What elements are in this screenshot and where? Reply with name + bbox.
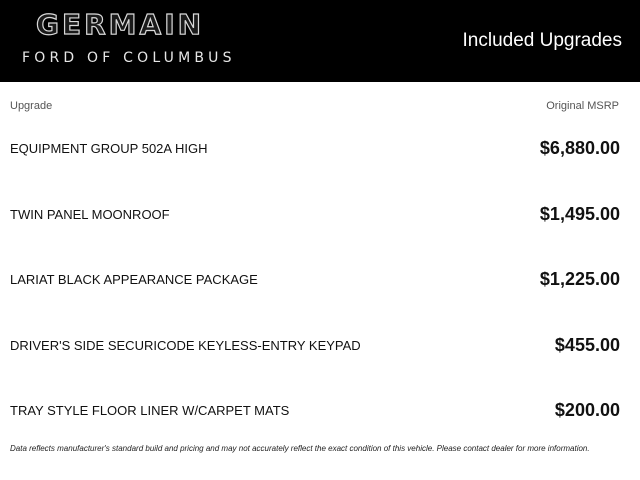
upgrade-price: $6,880.00: [539, 138, 620, 158]
upgrade-name: DRIVER'S SIDE SECURICODE KEYLESS-ENTRY KEYPAD: [10, 337, 361, 353]
column-header-msrp: Original MSRP: [546, 100, 619, 112]
upgrade-name: EQUIPMENT GROUP 502A HIGH: [10, 141, 208, 156]
upgrade-name: LARIAT BLACK APPEARANCE PACKAGE: [10, 272, 258, 288]
upgrade-row: [0, 247, 640, 313]
upgrade-row: [0, 116, 640, 182]
upgrade-price: $1,495.00: [539, 203, 620, 224]
upgrades-list: [0, 116, 640, 444]
upgrade-price: $455.00: [554, 334, 620, 355]
upgrade-price: $1,225.00: [539, 269, 620, 290]
dealer-logo: [22, 8, 282, 70]
upgrade-name: TWIN PANEL MOONROOF: [10, 206, 170, 222]
upgrade-name: TRAY STYLE FLOOR LINER W/CARPET MATS: [10, 403, 290, 419]
logo-wordmark: GERMAIN: [36, 8, 205, 41]
logo-subtitle: FORD OF COLUMBUS: [22, 50, 236, 66]
upgrade-row: [0, 313, 640, 379]
upgrade-row: [0, 182, 640, 248]
page-title: Included Upgrades: [462, 30, 622, 51]
column-header-upgrade: Upgrade: [10, 100, 53, 112]
upgrade-row: [0, 378, 640, 444]
upgrade-price: $200.00: [554, 400, 620, 421]
header-bar: [0, 0, 640, 82]
disclaimer-text: Data reflects manufacturer's standard build and pricing and may not accurately reflect the exact condition of this vehicle. Please contact dealer for more information.: [10, 444, 590, 453]
